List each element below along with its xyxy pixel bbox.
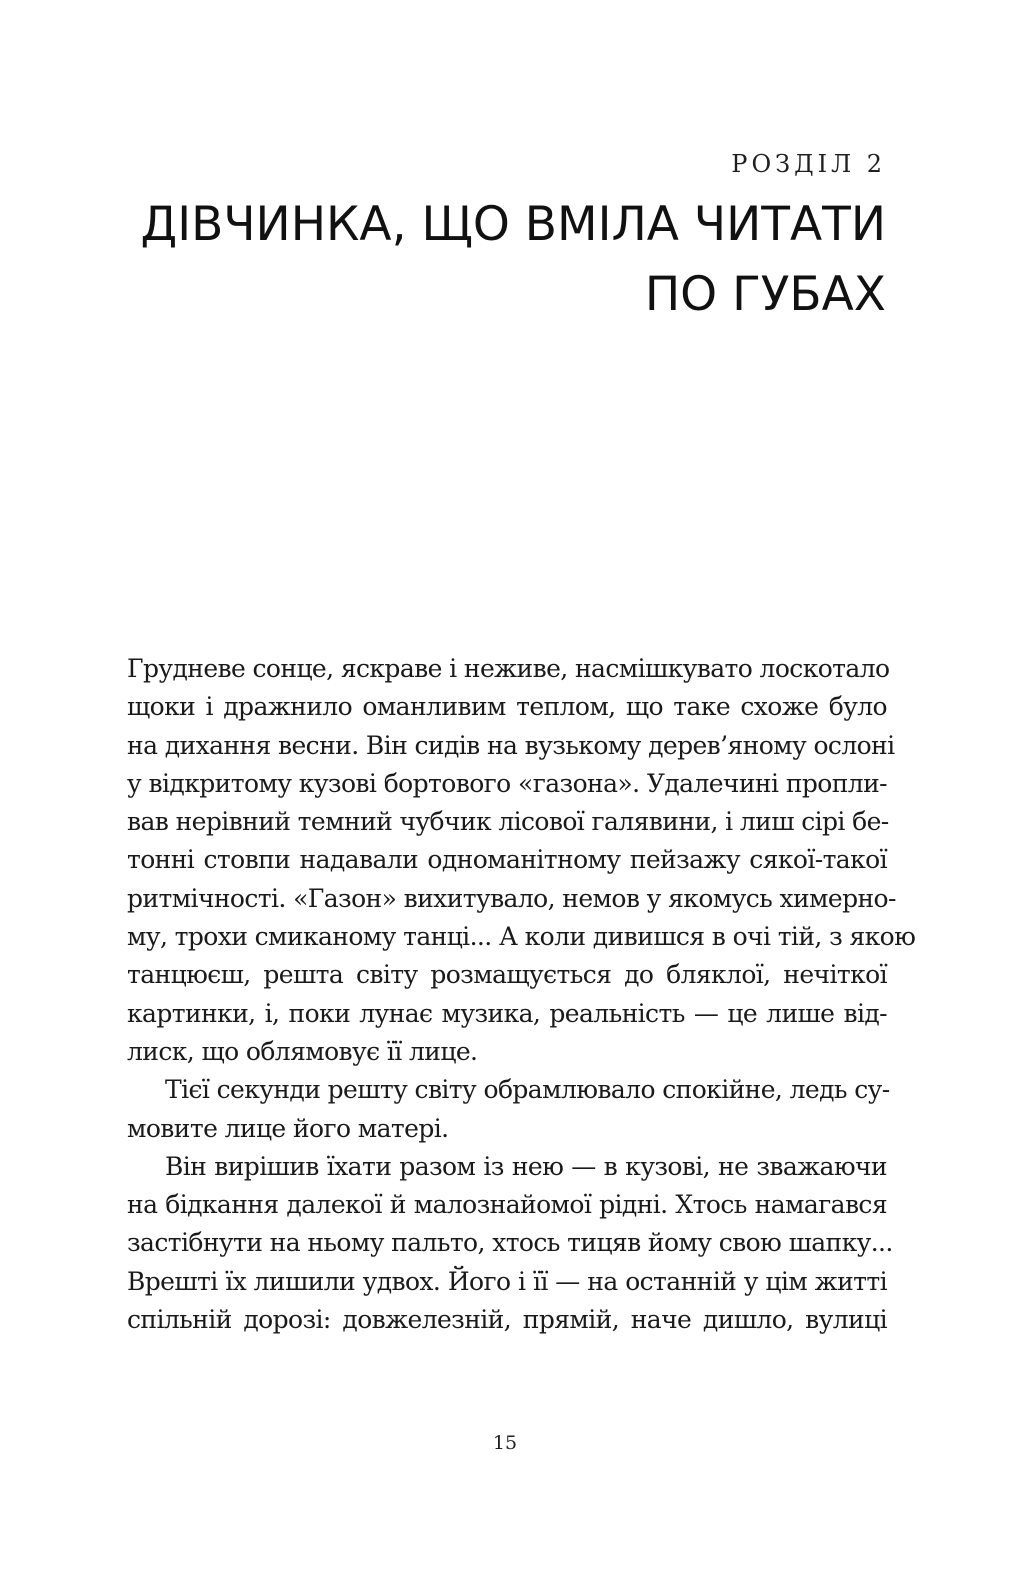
text-line: ритмічності. «Газон» вихитувало, немов у якомусь химерно- — [127, 883, 896, 913]
body-text — [127, 650, 916, 1339]
text-line: на бідкання далекої й малознайомої рідні. Хтось намагався — [127, 1190, 887, 1220]
chapter-label: РОЗДІЛ 2 — [731, 150, 886, 178]
text-line: Врешті їх лишили удвох. Його і її — на останній у цім житті — [127, 1266, 887, 1296]
text-line: спільній дорозі: довжелезній, прямій, наче дишло, вулиці — [127, 1305, 887, 1335]
text-line: Тієї секунди решту світу обрамлювало спокійне, ледь су- — [165, 1075, 890, 1105]
text-line: Грудневе сонце, яскраве і неживе, насмішкувато лоскотало — [127, 654, 890, 683]
text-line: танцюєш, решта світу розмащується до бляклої, нечіткої — [127, 960, 887, 990]
chapter-title — [141, 190, 886, 330]
text-line: му, трохи смиканому танці... А коли дивишся в очі тій, з якою — [127, 922, 916, 952]
chapter-title-line: ДІВЧИНКА, ЩО ВМІЛА ЧИТАТИ — [140, 197, 886, 252]
text-line: лиск, що облямовує її лице. — [127, 1036, 478, 1066]
page-number: 15 — [492, 1432, 518, 1454]
text-line: у відкритому кузові бортового «газона». Удалечині пропли- — [127, 768, 887, 798]
text-line: мовите лице його матері. — [127, 1113, 449, 1143]
text-line: тонні стовпи надавали одноманітному пейзажу сякої-такої — [127, 845, 887, 875]
text-line: щоки і дражнило оманливим теплом, що таке схоже було — [127, 692, 887, 722]
text-line: картинки, і, поки лунає музика, реальність — це лише від- — [127, 998, 887, 1028]
text-line: Він вирішив їхати разом із нею — в кузові, не зважаючи — [165, 1151, 887, 1181]
text-line: на дихання весни. Він сидів на вузькому дерев’яному ослоні — [127, 730, 895, 760]
text-line: застібнути на ньому пальто, хтось тицяв йому свою шапку... — [127, 1228, 893, 1258]
text-line: вав нерівний темний чубчик лісової галявини, і лиш сірі бе- — [127, 807, 889, 837]
chapter-title-line: ПО ГУБАХ — [644, 267, 886, 322]
